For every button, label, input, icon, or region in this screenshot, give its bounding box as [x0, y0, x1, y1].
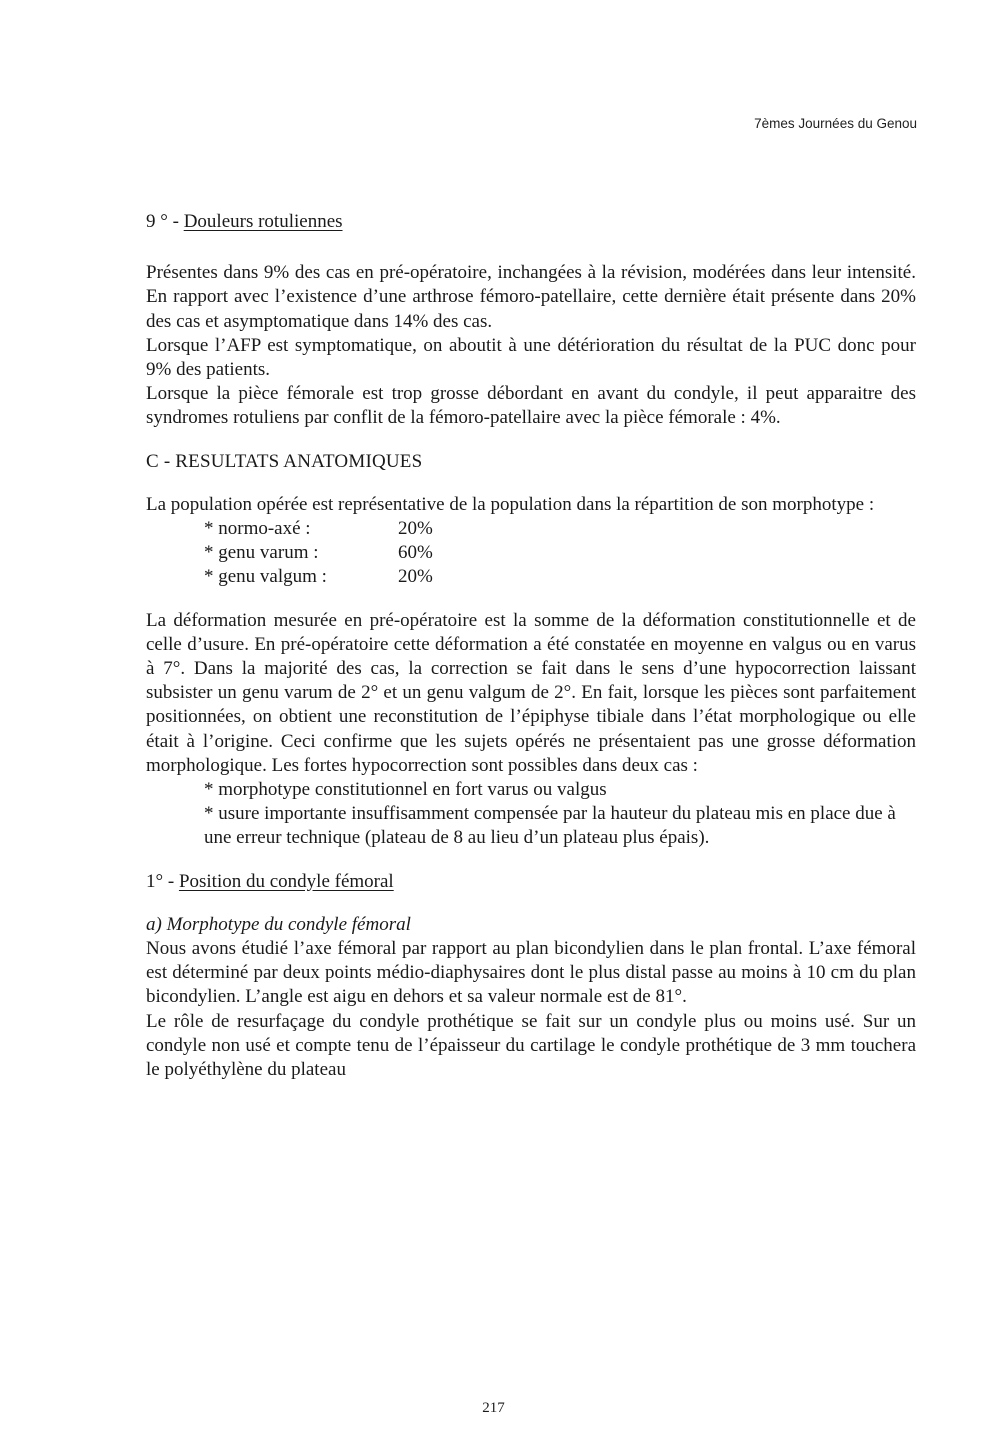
morphotype-label: * genu valgum : [204, 566, 327, 588]
section-9-heading [146, 210, 916, 234]
morphotype-item [204, 565, 916, 589]
morphotype-value: 60% [398, 542, 433, 564]
morphotype-value: 20% [398, 566, 433, 588]
section-1-heading [146, 870, 916, 894]
subsection-a-heading: a) Morphotype du condyle fémoral [146, 913, 411, 935]
case-item: * morphotype constitutionnel en fort varus ou valgus [204, 779, 607, 801]
section-1-paragraph-1: Nous avons étudié l’axe fémoral par rapport au plan bicondylien dans le plan frontal. L’axe fémoral est déterminé par deux points médio-diaphysaires dont le plus distal passe au moins à 10 cm du plan bicondylien. L’angle est aigu en dehors et sa valeur normale est de 81°. [146, 938, 916, 1008]
section-c-paragraph-2: La déformation mesurée en pré-opératoire est la somme de la déformation constitutionnelle et de celle d’usure. En pré-opératoire cette déformation a été constatée en moyenne en valgus ou en varus à 7°. Dans la majorité des cas, la correction se fait dans le sens d’une hypocorrection laissant subsister un genu varum de 2° et un genu valgum de 2°. En fait, lorsque les pièces sont parfaitement positionnées, on obtient une reconstitution de l’épiphyse tibiale dans l’état morphologique ou elle était à l’origine. Ceci confirme que les sujets opérés ne présentaient pas une grosse déformation morphologique. Les fortes hypocorrection sont possibles dans deux cas : [146, 609, 916, 776]
section-9-number: 9 ° - [146, 211, 184, 232]
morphotype-label: * normo-axé : [204, 518, 311, 540]
section-9-paragraph-3: Lorsque la pièce fémorale est trop grosse débordant en avant du condyle, il peut apparaitre des syndromes rotuliens par conflit de la fémoro-patellaire avec la pièce fémorale : 4%. [146, 383, 916, 429]
section-c-intro: La population opérée est représentative de la population dans la répartition de son morphotype : [146, 493, 875, 515]
morphotype-item [204, 541, 916, 565]
morphotype-value: 20% [398, 518, 433, 540]
running-header: 7èmes Journées du Genou [754, 116, 917, 131]
case-item: * usure importante insuffisamment compensée par la hauteur du plateau mis en place due à une erreur technique (plateau de 8 au lieu d’un plateau plus épais). [204, 803, 896, 849]
section-1-number: 1° - [146, 870, 179, 892]
morphotype-list [204, 517, 916, 590]
hypocorrection-cases [204, 778, 916, 851]
morphotype-item [204, 517, 916, 541]
section-9-title: Douleurs rotuliennes [183, 211, 343, 232]
section-9-paragraph-1: Présentes dans 9% des cas en pré-opératoire, inchangées à la révision, modérées dans leur intensité. En rapport avec l’existence d’une arthrose fémoro-patellaire, cette dernière était présente dans 20% des cas et asymptomatique dans 14% des cas. [146, 262, 916, 332]
morphotype-label: * genu varum : [204, 542, 319, 564]
page-number: 217 [482, 1400, 505, 1416]
section-c-heading: C - RESULTATS ANATOMIQUES [146, 450, 423, 472]
section-9-paragraph-2: Lorsque l’AFP est symptomatique, on aboutit à une détérioration du résultat de la PUC donc pour 9% des patients. [146, 334, 916, 381]
page-body [146, 210, 916, 1082]
section-1-paragraph-2: Le rôle de resurfaçage du condyle prothétique se fait sur un condyle plus ou moins usé. Sur un condyle non usé et compte tenu de l’épaisseur du cartilage le condyle prothétique de 3 mm touchera le polyéthylène du plateau [146, 1010, 916, 1081]
section-1-title: Position du condyle fémoral [178, 870, 394, 892]
